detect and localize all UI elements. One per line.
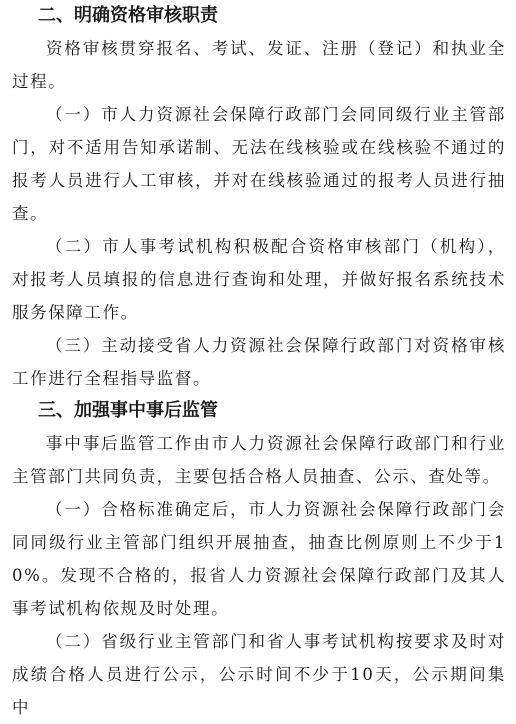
section-heading-qualification-review: 二、明确资格审核职责 bbox=[38, 5, 218, 26]
section-heading-supervision: 三、加强事中事后监管 bbox=[38, 400, 218, 421]
paragraph-supervision-item-1: （一）合格标准确定后，市人力资源社会保障行政部门会同同级行业主管部门组织开展抽查，抽查比例原则上不少于10%。发现不合格的，报省人力资源社会保障行政部门及其人事考试机构依规及时处理。 bbox=[12, 500, 506, 618]
paragraph-item-3: （三）主动接受省人力资源社会保障行政部门对资格审核工作进行全程指导监督。 bbox=[12, 336, 506, 388]
paragraph-item-2: （二）市人事考试机构积极配合资格审核部门（机构），对报考人员填报的信息进行查询和处理，并做好报名系统技术服务保障工作。 bbox=[12, 237, 506, 322]
paragraph-item-1: （一）市人力资源社会保障行政部门会同同级行业主管部门，对不适用告知承诺制、无法在线核验或在线核验不通过的报考人员进行人工审核，并对在线核验通过的报考人员进行抽查。 bbox=[12, 105, 506, 223]
paragraph-supervision-scope: 事中事后监管工作由市人力资源社会保障行政部门和行业主管部门共同负责，主要包括合格人员抽查、公示、查处等。 bbox=[12, 434, 506, 486]
paragraph-supervision-item-2: （二）省级行业主管部门和省人事考试机构按要求及时对成绩合格人员进行公示，公示时间不少于10天，公示期间集中 bbox=[12, 632, 506, 717]
paragraph-review-scope: 资格审核贯穿报名、考试、发证、注册（登记）和执业全过程。 bbox=[12, 39, 506, 91]
